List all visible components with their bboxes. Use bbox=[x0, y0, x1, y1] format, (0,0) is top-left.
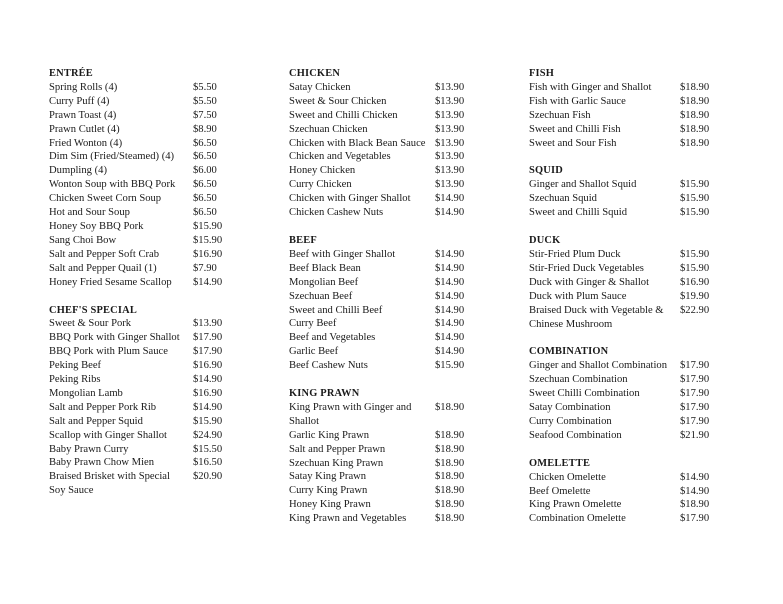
menu-item-price: $14.90 bbox=[435, 248, 465, 260]
section-heading: ENTRÉE bbox=[49, 68, 93, 79]
menu-item-price: $5.50 bbox=[193, 81, 217, 93]
menu-item-name: Sweet and Chilli Chicken bbox=[289, 109, 398, 121]
menu-item bbox=[49, 81, 249, 95]
menu-item bbox=[289, 359, 489, 373]
menu-item bbox=[289, 345, 489, 359]
menu-item-price: $13.90 bbox=[193, 318, 223, 330]
menu-item bbox=[289, 498, 489, 512]
section-heading: CHEF'S SPECIAL bbox=[49, 304, 137, 316]
menu-item-name: Stir-Fried Plum Duck bbox=[529, 248, 621, 260]
menu-item-price: $16.90 bbox=[680, 276, 710, 288]
menu-item bbox=[529, 498, 729, 512]
menu-item bbox=[529, 192, 729, 206]
menu-item-name: Dumpling (4) bbox=[49, 165, 107, 177]
menu-item-name: Honey Soy BBQ Pork bbox=[49, 220, 144, 232]
section-heading: COMBINATION bbox=[529, 346, 609, 358]
menu-item-price: $17.90 bbox=[193, 346, 223, 358]
menu-item bbox=[49, 220, 249, 234]
menu-item bbox=[49, 95, 249, 109]
menu-item bbox=[49, 192, 249, 206]
menu-item-price: $7.90 bbox=[193, 262, 217, 274]
menu-item-price: $15.90 bbox=[680, 262, 710, 274]
menu-item-name: Wonton Soup with BBQ Pork bbox=[49, 179, 176, 191]
menu-item bbox=[289, 331, 489, 345]
menu-item-name: Beef with Ginger Shallot bbox=[289, 248, 396, 260]
menu-item-name: Szechuan Combination bbox=[529, 374, 628, 386]
menu-item-name: Beef Cashew Nuts bbox=[289, 360, 368, 372]
menu-item-price: $17.90 bbox=[680, 374, 710, 386]
menu-item-name: Chicken Sweet Corn Soup bbox=[49, 193, 162, 205]
menu-item-price: $14.90 bbox=[435, 262, 465, 274]
menu-item-name: Combination Omelette bbox=[529, 513, 626, 525]
menu-item-name: Honey King Prawn bbox=[289, 499, 371, 511]
menu-item-price: $14.90 bbox=[435, 346, 465, 358]
menu-item-price: $15.90 bbox=[435, 360, 465, 372]
menu-section bbox=[49, 304, 249, 499]
menu-item bbox=[529, 137, 729, 151]
menu-section bbox=[529, 345, 729, 442]
menu-item bbox=[289, 81, 489, 95]
menu-item bbox=[529, 276, 729, 290]
menu-item-name: Baby Prawn Chow Mien bbox=[49, 457, 155, 469]
menu-item bbox=[529, 109, 729, 123]
section-heading: BEEF bbox=[289, 234, 317, 246]
menu-item-name: Ginger and Shallot Squid bbox=[529, 179, 637, 191]
menu-item-name: Spring Rolls (4) bbox=[49, 81, 118, 93]
menu-item bbox=[529, 178, 729, 192]
menu-item bbox=[49, 373, 249, 387]
menu-item-name: Fish with Garlic Sauce bbox=[529, 95, 626, 107]
menu-item bbox=[49, 276, 249, 290]
menu-item-price: $13.90 bbox=[435, 179, 465, 191]
menu-item-price: $15.50 bbox=[193, 443, 223, 455]
menu-item bbox=[49, 164, 249, 178]
menu-item-price: $6.50 bbox=[193, 137, 217, 149]
menu-item bbox=[49, 137, 249, 151]
menu-item-name: Sang Choi Bow bbox=[49, 234, 117, 246]
menu-item-price: $13.90 bbox=[435, 109, 465, 121]
menu-item bbox=[529, 262, 729, 276]
menu-item-name: Prawn Cutlet (4) bbox=[49, 123, 120, 135]
menu-item-price: $17.90 bbox=[680, 402, 710, 414]
menu-item-price: $14.90 bbox=[435, 207, 465, 219]
menu-item-price: $18.90 bbox=[680, 95, 710, 107]
menu-item bbox=[49, 456, 249, 470]
menu-item bbox=[49, 206, 249, 220]
menu-item-name: Duck with Ginger & Shallot bbox=[529, 276, 650, 288]
menu-item-price: $7.50 bbox=[193, 109, 217, 121]
menu-item bbox=[529, 123, 729, 137]
section-heading: SQUID bbox=[529, 165, 563, 177]
menu-item-name: Peking Beef bbox=[49, 360, 102, 372]
menu-item bbox=[529, 206, 729, 220]
menu-item-name: Szechuan Beef bbox=[289, 290, 353, 302]
menu-item-price: $24.90 bbox=[193, 429, 223, 441]
menu-item-price: $15.90 bbox=[680, 248, 710, 260]
menu-item-name: Fried Wonton (4) bbox=[49, 137, 123, 149]
menu-item bbox=[289, 443, 489, 457]
menu-item bbox=[49, 262, 249, 276]
menu-item bbox=[289, 512, 489, 526]
menu-item-price: $13.90 bbox=[435, 137, 465, 149]
menu-item-name: Curry Beef bbox=[289, 318, 337, 330]
menu-item-price: $18.90 bbox=[680, 123, 710, 135]
menu-item-price: $14.90 bbox=[435, 318, 465, 330]
menu-item-price: $18.90 bbox=[435, 429, 465, 441]
menu-item bbox=[49, 387, 249, 401]
menu-item-price: $18.90 bbox=[435, 401, 465, 413]
section-heading: DUCK bbox=[529, 235, 561, 247]
menu-item bbox=[49, 429, 249, 443]
menu-item-price: $17.90 bbox=[680, 415, 710, 427]
menu-item-price: $18.90 bbox=[680, 137, 710, 149]
menu-item-name: Beef Omelette bbox=[529, 485, 591, 497]
section-heading: FISH bbox=[529, 68, 555, 79]
menu-item-price: $15.90 bbox=[680, 193, 710, 205]
menu-item-price: $14.90 bbox=[193, 276, 223, 288]
menu-item bbox=[49, 415, 249, 429]
menu-item bbox=[289, 317, 489, 331]
menu-item-price: $13.90 bbox=[435, 81, 465, 93]
menu-item-name: Beef and Vegetables bbox=[289, 332, 376, 344]
menu-item-price: $14.90 bbox=[193, 401, 223, 413]
section-heading: CHICKEN bbox=[289, 68, 341, 79]
menu-item bbox=[289, 290, 489, 304]
menu-item-price: $13.90 bbox=[435, 165, 465, 177]
menu-item-price: $6.50 bbox=[193, 193, 217, 205]
menu-item-name: Salt and Pepper Quail (1) bbox=[49, 262, 157, 274]
menu-item bbox=[529, 290, 729, 304]
menu-item bbox=[289, 401, 489, 429]
menu-item bbox=[529, 373, 729, 387]
menu-item-price: $15.90 bbox=[193, 415, 223, 427]
menu-section bbox=[289, 387, 489, 526]
menu-item-price: $6.00 bbox=[193, 165, 217, 177]
menu-item-name: King Prawn and Vegetables bbox=[289, 513, 407, 525]
section-heading: OMELETTE bbox=[529, 457, 591, 469]
menu-item-price: $18.90 bbox=[435, 513, 465, 525]
menu-item-name: Ginger and Shallot Combination bbox=[529, 360, 667, 372]
menu-item bbox=[289, 429, 489, 443]
menu-item-name: Szechuan Squid bbox=[529, 193, 597, 205]
menu-column-1 bbox=[49, 67, 249, 512]
menu-item-name: Honey Chicken bbox=[289, 165, 356, 177]
menu-item bbox=[49, 470, 249, 498]
menu-item-name: Salt and Pepper Pork Rib bbox=[49, 401, 157, 413]
menu-item-name: Sweet and Chilli Beef bbox=[289, 304, 383, 316]
menu-item bbox=[289, 164, 489, 178]
menu-item-name: Dim Sim (Fried/Steamed) (4) bbox=[49, 151, 175, 163]
menu-item-price: $20.90 bbox=[193, 471, 223, 483]
menu-item-price: $8.90 bbox=[193, 123, 217, 135]
menu-item-name: Beef Black Bean bbox=[289, 262, 361, 274]
menu-item bbox=[289, 206, 489, 220]
menu-item bbox=[529, 359, 729, 373]
menu-item-name: Salt and Pepper Squid bbox=[49, 415, 143, 427]
menu-item bbox=[289, 262, 489, 276]
menu-item-name: Peking Ribs bbox=[49, 374, 101, 386]
menu-item-price: $18.90 bbox=[435, 485, 465, 497]
menu-item bbox=[289, 276, 489, 290]
menu-item-price: $18.90 bbox=[435, 471, 465, 483]
menu-item-name: Mongolian Lamb bbox=[49, 387, 123, 399]
menu-item bbox=[49, 317, 249, 331]
menu-item-price: $15.90 bbox=[193, 220, 223, 232]
menu-item bbox=[529, 415, 729, 429]
menu-item-name: Curry Chicken bbox=[289, 179, 352, 191]
menu-item-price: $22.90 bbox=[680, 304, 710, 316]
menu-item-price: $16.90 bbox=[193, 387, 223, 399]
menu-item bbox=[289, 304, 489, 318]
menu-item bbox=[49, 359, 249, 373]
menu-column-3 bbox=[529, 67, 729, 540]
menu-item bbox=[529, 485, 729, 499]
menu-item bbox=[49, 150, 249, 164]
menu-item-name: Szechuan Chicken bbox=[289, 123, 368, 135]
menu-item-name: Sweet & Sour Chicken bbox=[289, 95, 387, 107]
menu-item bbox=[49, 331, 249, 345]
menu-section bbox=[529, 234, 729, 331]
menu-item-name: Curry Puff (4) bbox=[49, 95, 110, 107]
menu-item bbox=[49, 401, 249, 415]
menu-item-name: Honey Fried Sesame Scallop bbox=[49, 276, 172, 288]
menu-column-2 bbox=[289, 67, 489, 540]
menu-item-price: $16.90 bbox=[193, 360, 223, 372]
menu-item-name: King Prawn with Ginger and Shallot bbox=[289, 401, 412, 427]
menu-item-name: Chicken with Ginger Shallot bbox=[289, 193, 411, 205]
menu-section bbox=[49, 67, 249, 290]
menu-item-name: Seafood Combination bbox=[529, 429, 622, 441]
menu-item bbox=[49, 248, 249, 262]
menu-item bbox=[49, 443, 249, 457]
menu-item-price: $13.90 bbox=[435, 151, 465, 163]
menu-item bbox=[289, 123, 489, 137]
menu-item bbox=[289, 178, 489, 192]
menu-item-price: $14.90 bbox=[680, 485, 710, 497]
menu-item-name: Mongolian Beef bbox=[289, 276, 359, 288]
menu-item-price: $6.50 bbox=[193, 179, 217, 191]
menu-item bbox=[529, 304, 729, 332]
menu-item bbox=[529, 429, 729, 443]
menu-item-name: Sweet Chilli Combination bbox=[529, 388, 640, 400]
menu-item-price: $21.90 bbox=[680, 429, 710, 441]
menu-item-name: Garlic Beef bbox=[289, 346, 339, 358]
menu-item-name: Salt and Pepper Prawn bbox=[289, 443, 386, 455]
menu-item-price: $15.90 bbox=[680, 207, 710, 219]
menu-section bbox=[289, 67, 489, 220]
menu-item-price: $14.90 bbox=[435, 290, 465, 302]
menu-item-price: $17.90 bbox=[193, 332, 223, 344]
menu-item-name: Chicken with Black Bean Sauce bbox=[289, 137, 426, 149]
menu-item bbox=[289, 192, 489, 206]
menu-item-name: Garlic King Prawn bbox=[289, 429, 370, 441]
menu-item-price: $18.90 bbox=[435, 443, 465, 455]
menu-item bbox=[529, 248, 729, 262]
menu-item bbox=[49, 109, 249, 123]
menu-item-price: $13.90 bbox=[435, 123, 465, 135]
menu-item bbox=[289, 470, 489, 484]
menu-item-name: Szechuan King Prawn bbox=[289, 457, 384, 469]
menu-item-price: $19.90 bbox=[680, 290, 710, 302]
menu-item-price: $18.90 bbox=[435, 457, 465, 469]
menu-item-name: Curry Combination bbox=[529, 415, 612, 427]
menu-item-price: $6.50 bbox=[193, 207, 217, 219]
menu-item-price: $15.90 bbox=[680, 179, 710, 191]
menu-item-name: Sweet & Sour Pork bbox=[49, 318, 132, 330]
menu-item-name: Satay King Prawn bbox=[289, 471, 367, 483]
menu-item bbox=[289, 109, 489, 123]
menu-item-name: BBQ Pork with Plum Sauce bbox=[49, 346, 168, 358]
menu-item-price: $16.50 bbox=[193, 457, 223, 469]
menu-item bbox=[529, 401, 729, 415]
menu-item bbox=[529, 512, 729, 526]
menu-item-name: Stir-Fried Duck Vegetables bbox=[529, 262, 644, 274]
menu-section bbox=[529, 67, 729, 150]
menu-item bbox=[529, 387, 729, 401]
menu-section bbox=[529, 164, 729, 220]
menu-item bbox=[49, 123, 249, 137]
menu-item-price: $14.90 bbox=[193, 374, 223, 386]
menu-item-name: Fish with Ginger and Shallot bbox=[529, 81, 652, 93]
menu-item-name: Scallop with Ginger Shallot bbox=[49, 429, 167, 441]
menu-item bbox=[289, 150, 489, 164]
menu-item-price: $14.90 bbox=[435, 193, 465, 205]
menu-item-name: King Prawn Omelette bbox=[529, 499, 622, 511]
menu-item bbox=[529, 81, 729, 95]
menu-item-name: Chicken Cashew Nuts bbox=[289, 207, 384, 219]
menu-item bbox=[289, 457, 489, 471]
menu-item-name: Chicken and Vegetables bbox=[289, 151, 391, 163]
menu-section bbox=[529, 457, 729, 527]
menu-item bbox=[49, 234, 249, 248]
menu-item bbox=[49, 178, 249, 192]
menu-item-name: Chicken Omelette bbox=[529, 471, 606, 483]
menu-item-price: $18.90 bbox=[680, 499, 710, 511]
menu-item-price: $14.90 bbox=[680, 471, 710, 483]
menu-item-price: $6.50 bbox=[193, 151, 217, 163]
menu-item-price: $17.90 bbox=[680, 360, 710, 372]
menu-item bbox=[289, 484, 489, 498]
menu-item-price: $14.90 bbox=[435, 304, 465, 316]
menu-item-name: Satay Chicken bbox=[289, 81, 351, 93]
menu-item-name: Curry King Prawn bbox=[289, 485, 368, 497]
menu-item-price: $16.90 bbox=[193, 248, 223, 260]
menu-item bbox=[289, 95, 489, 109]
menu-item-price: $13.90 bbox=[435, 95, 465, 107]
menu-item bbox=[49, 345, 249, 359]
menu-item-price: $14.90 bbox=[435, 332, 465, 344]
menu-item-price: $18.90 bbox=[680, 109, 710, 121]
menu-item bbox=[289, 248, 489, 262]
menu-item-name: Sweet and Chilli Fish bbox=[529, 123, 621, 135]
menu-item-price: $18.90 bbox=[680, 81, 710, 93]
menu-item-price: $15.90 bbox=[193, 234, 223, 246]
menu-item-name: Sweet and Sour Fish bbox=[529, 137, 617, 149]
menu-item-name: BBQ Pork with Ginger Shallot bbox=[49, 332, 180, 344]
menu-item-price: $14.90 bbox=[435, 276, 465, 288]
menu-item-price: $17.90 bbox=[680, 513, 710, 525]
menu-item-name: Prawn Toast (4) bbox=[49, 109, 117, 121]
menu-item-name: Sweet and Chilli Squid bbox=[529, 207, 627, 219]
menu-section bbox=[289, 234, 489, 373]
menu-item-price: $5.50 bbox=[193, 95, 217, 107]
menu-item bbox=[289, 137, 489, 151]
menu-item-name: Satay Combination bbox=[529, 402, 611, 414]
menu-item-name: Szechuan Fish bbox=[529, 109, 591, 121]
menu-item-name: Duck with Plum Sauce bbox=[529, 290, 627, 302]
menu-item-name: Salt and Pepper Soft Crab bbox=[49, 248, 160, 260]
menu-item-name: Hot and Sour Soup bbox=[49, 207, 130, 219]
menu-item-name: Braised Brisket with Special Soy Sauce bbox=[49, 471, 170, 497]
menu-item-price: $17.90 bbox=[680, 388, 710, 400]
menu-item bbox=[529, 471, 729, 485]
menu-item-price: $18.90 bbox=[435, 499, 465, 511]
section-heading: KING PRAWN bbox=[289, 388, 360, 400]
menu-item bbox=[529, 95, 729, 109]
menu-item-name: Braised Duck with Vegetable & Chinese Mushroom bbox=[529, 304, 664, 330]
menu-item-name: Baby Prawn Curry bbox=[49, 443, 129, 455]
